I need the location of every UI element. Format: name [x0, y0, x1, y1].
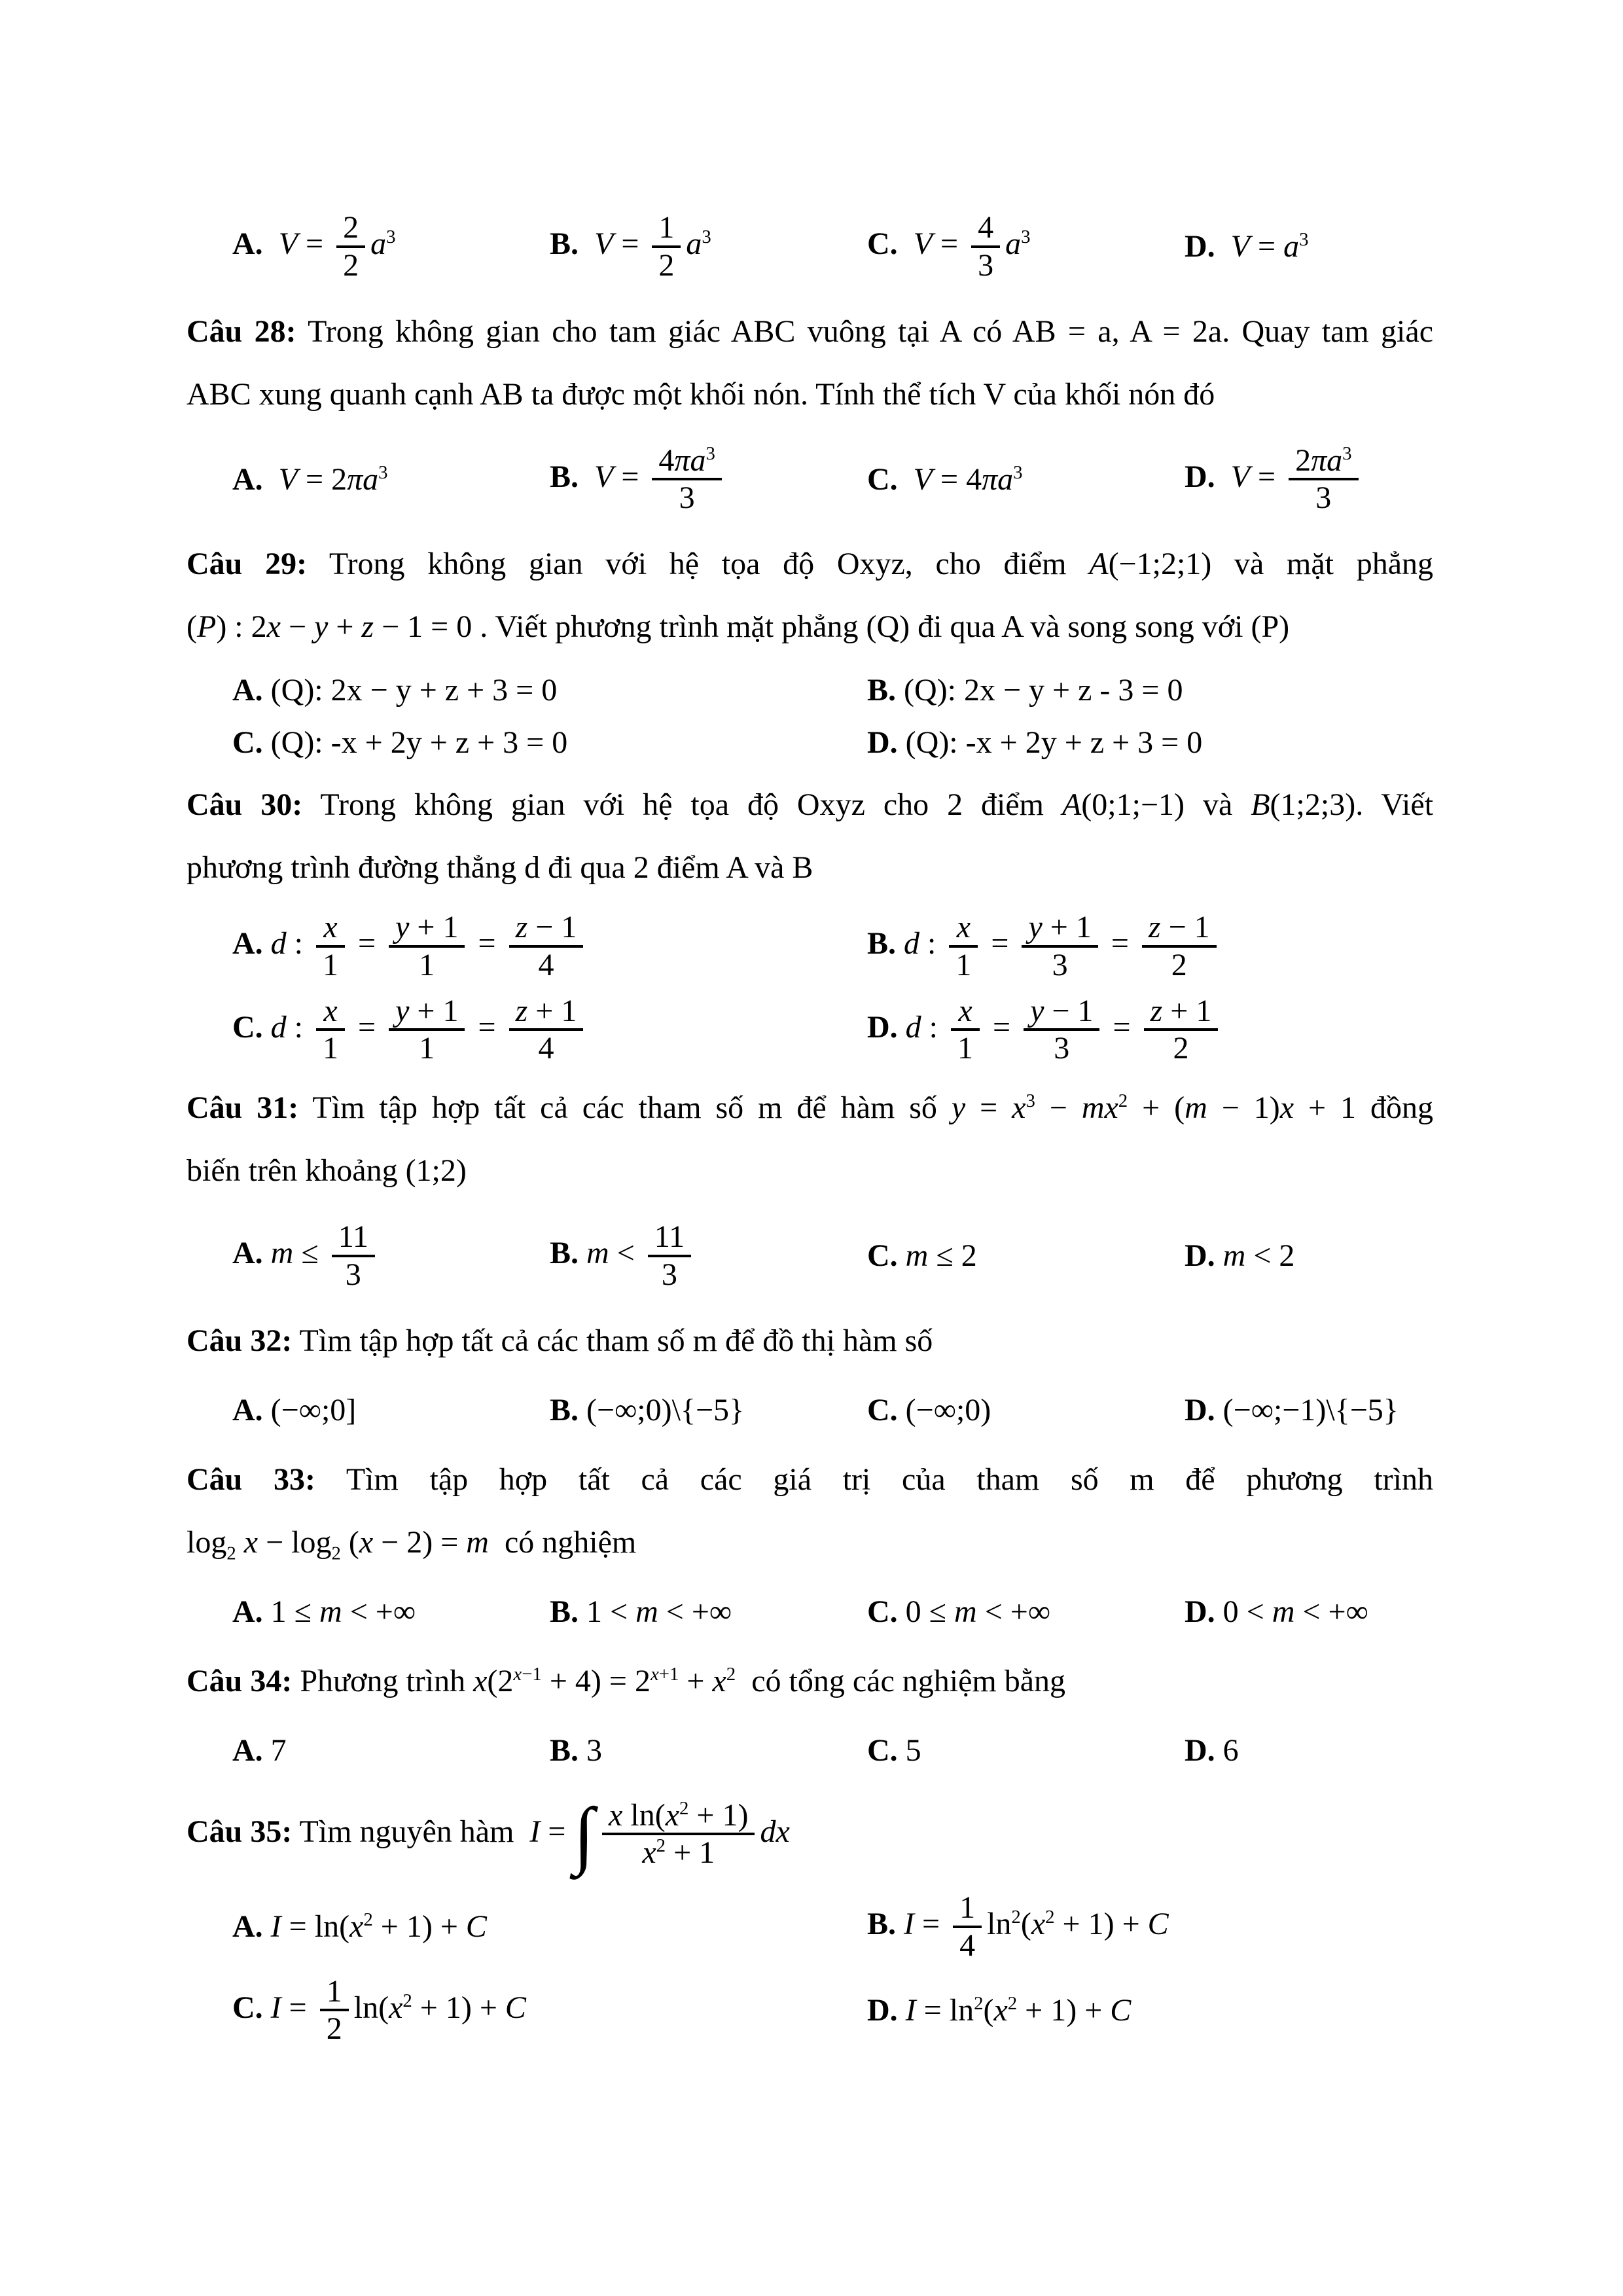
option-b: B. V = $\frac{1}{2}$ $a^3$: [550, 210, 711, 283]
option-b: B. I = $\frac{1}{4}$ $\ln^2(x^2 + 1) + C$: [867, 1890, 1169, 1963]
question-29-options: [187, 669, 1433, 763]
question-35-line-1: Câu 35: Tìm nguyên hàm I = ∫ $\frac{x \ln(x^2 + 1)}{x^2 + 1}$ dx: [187, 1792, 790, 1876]
question-28-text: [187, 300, 1433, 426]
option-d: D. (Q): -x + 2y + z + 3 = 0: [867, 725, 1203, 760]
option-c: C. 0 ≤ m < +∞: [867, 1594, 1051, 1629]
option-d: D. V = $\frac{2\pi a^3}{3}$: [1185, 443, 1364, 516]
question-29-line-2: (P) : 2x − y + z − 1 = 0 . Viết phương trình mặt phẳng (Q) đi qua A và song song với (P): [187, 609, 1290, 644]
option-d: D. $V = a^3$: [1185, 229, 1309, 264]
option-c: C. (Q): -x + 2y + z + 3 = 0: [232, 725, 568, 760]
option-d: D. 6: [1185, 1733, 1239, 1768]
option-c: C. V = $\frac{4}{3}$ $a^3$: [867, 210, 1031, 283]
question-33-options: [187, 1591, 1433, 1633]
question-35-options: [187, 1890, 1433, 2047]
question-31-line-2: biến trên khoảng (1;2): [187, 1153, 467, 1188]
question-28-line-1: Câu 28: Trong không gian cho tam giác ABC vuông tại A có AB = a, A = 2a. Quay tam giác: [187, 314, 1434, 349]
question-28-line-2: ABC xung quanh cạnh AB ta được một khối nón. Tính thể tích V của khối nón đó: [187, 376, 1215, 412]
option-d: D. 0 < m < +∞: [1185, 1594, 1368, 1629]
question-30-line-2: phương trình đường thẳng d đi qua 2 điểm A và B: [187, 850, 813, 885]
option-d: D. (−∞;−1)\{−5}: [1185, 1393, 1399, 1427]
option-b: B. 3: [550, 1733, 603, 1768]
option-c: C. d : $\frac{x}{1}$ = $\frac{y + 1}{1}$ = $\frac{z + 1}{4}$: [232, 994, 867, 1067]
option-c: C. I = $\frac{1}{2}$ $\ln(x^2 + 1) + C$: [232, 1973, 526, 2047]
question-35-text: [187, 1789, 1433, 1880]
question-31-options: [187, 1219, 1433, 1293]
option-c: C. 5: [867, 1733, 921, 1768]
question-32-text: [187, 1310, 1433, 1372]
option-b: B. V = $\frac{4\pi a^3}{3}$: [550, 443, 867, 516]
question-30-options: [187, 910, 1433, 1066]
option-c: C. $V = 4\pi a^3$: [867, 461, 1023, 497]
question-34-line-1: Câu 34: Phương trình $x(2^{x-1} + 4) = 2^{x+1} + x^2$ có tổng các nghiệm bằng: [187, 1663, 1066, 1698]
question-34-text: [187, 1650, 1433, 1713]
option-a: A. (−∞;0]: [232, 1393, 357, 1427]
option-a: A. (Q): 2x − y + z + 3 = 0: [232, 672, 558, 708]
question-32-options: [187, 1390, 1433, 1431]
option-a: A. $V = 2\pi a^3$: [232, 461, 388, 497]
option-a: A. 7: [232, 1733, 287, 1768]
question-28-options: [187, 443, 1433, 516]
option-d: D. $I = \ln^2(x^2 + 1) + C$: [867, 1992, 1132, 2028]
option-a: A. d : $\frac{x}{1}$ = $\frac{y + 1}{1}$ = $\frac{z - 1}{4}$: [232, 910, 867, 983]
options-row-ab: [187, 669, 1433, 711]
option-c: C. (−∞;0): [867, 1393, 991, 1427]
question-30-line-1: Câu 30: Trong không gian với hệ tọa độ Oxyz cho 2 điểm A(0;1;−1) và B(1;2;3). Viết: [187, 787, 1434, 822]
question-33-line-1: Câu 33: Tìm tập hợp tất cả các giá trị của tham số m để phương trình: [187, 1462, 1433, 1497]
option-a: A. $I = \ln(x^2 + 1) + C$: [232, 1909, 487, 1945]
question-33-text: [187, 1448, 1433, 1574]
option-a: A. V = $\frac{2}{2}$ $a^3$: [232, 210, 396, 283]
options-row-ab: [187, 1890, 1433, 1964]
question-32-line-1: Câu 32: Tìm tập hợp tất cả các tham số m để đồ thị hàm số: [187, 1323, 933, 1358]
question-31-text: [187, 1077, 1433, 1202]
exam-content: [187, 0, 1433, 2047]
option-d: D. d : $\frac{x}{1}$ = $\frac{y - 1}{3}$ = $\frac{z + 1}{2}$: [867, 994, 1223, 1067]
options-row-ab: [187, 910, 1433, 983]
option-c: C. m ≤ 2: [867, 1238, 977, 1274]
question-30-text: [187, 774, 1433, 899]
question-31-line-1: Câu 31: Tìm tập hợp tất cả các tham số m để hàm số $y = x^3 - mx^2 + (m - 1)x + 1$ đồng: [187, 1090, 1434, 1125]
option-d: D. m < 2: [1185, 1238, 1295, 1274]
question-29-text: [187, 533, 1433, 658]
question-29-line-1: Câu 29: Trong không gian với hệ tọa độ Oxyz, cho điểm A(−1;2;1) và mặt phẳng: [187, 547, 1434, 581]
option-b: B. 1 < m < +∞: [550, 1594, 732, 1629]
options-row-cd: [187, 1974, 1433, 2047]
option-b: B. (−∞;0)\{−5}: [550, 1393, 745, 1427]
options-row-cd: [187, 721, 1433, 763]
option-a: A. 1 ≤ m < +∞: [232, 1594, 416, 1629]
option-b: B. d : $\frac{x}{1}$ = $\frac{y + 1}{3}$ = $\frac{z - 1}{2}$: [867, 910, 1222, 983]
option-a: A. m ≤ $\frac{11}{3}$: [232, 1219, 550, 1293]
question-34-options: [187, 1730, 1433, 1772]
option-b: B. (Q): 2x − y + z - 3 = 0: [867, 672, 1183, 708]
option-b: B. m < $\frac{11}{3}$: [550, 1219, 867, 1293]
question-33-line-2: $\log_2 x - \log_2 (x - 2) = m$ có nghiệm: [187, 1524, 637, 1564]
options-row-cd: [187, 994, 1433, 1067]
question-27-options: [187, 210, 1433, 283]
